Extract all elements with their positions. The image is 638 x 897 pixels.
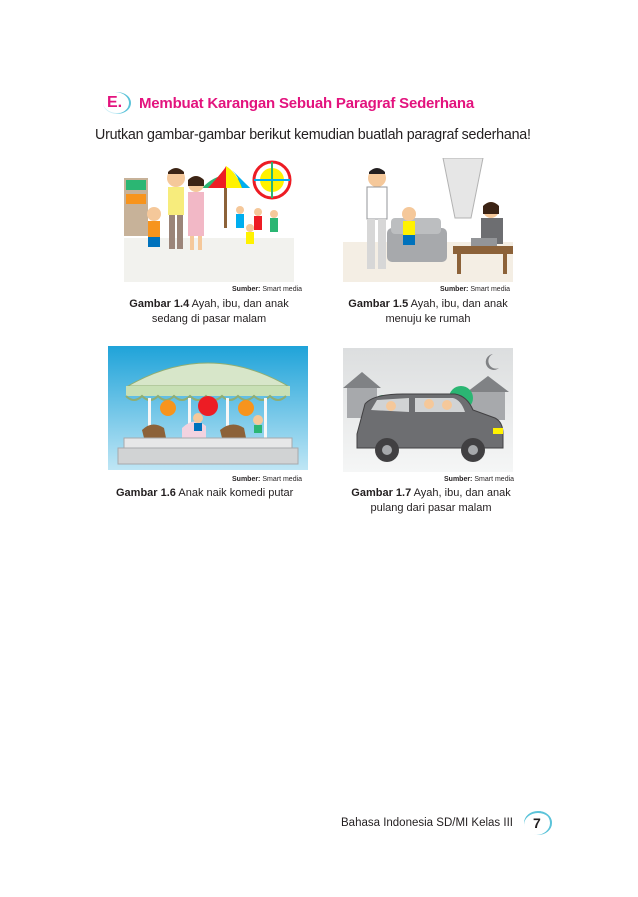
figure-1-7-caption: Gambar 1.7 Ayah, ibu, dan anak pulang dari pasar malam — [351, 487, 511, 514]
family-living-room-illustration — [343, 158, 513, 282]
night-market-family-illustration — [124, 158, 294, 282]
section-title: Membuat Karangan Sebuah Paragraf Sederhana — [139, 95, 475, 112]
figure-1-6-source: Sumber: Smart media — [232, 476, 303, 483]
figure-1-5-source: Sumber: Smart media — [440, 286, 511, 293]
figure-1-6-image — [108, 346, 308, 470]
figure-1-5-caption: Gambar 1.5 Ayah, ibu, dan anak menuju ke rumah — [348, 298, 508, 325]
figure-1-7-image — [343, 348, 513, 472]
section-badge — [103, 92, 131, 114]
figure-1-6-caption: Gambar 1.6 Anak naik komedi putar — [116, 487, 294, 499]
page-number: 7 — [533, 815, 541, 831]
section-letter: E. — [107, 94, 123, 111]
figure-1-5-image — [343, 158, 513, 282]
carousel-illustration — [108, 346, 308, 470]
figure-1-7-source: Sumber: Smart media — [444, 476, 515, 483]
instruction-text: Urutkan gambar-gambar berikut kemudian buatlah paragraf sederhana! — [95, 127, 531, 143]
figure-1-4-image — [124, 158, 294, 282]
footer-book-title: Bahasa Indonesia SD/MI Kelas III — [341, 817, 513, 829]
figure-1-4-source: Sumber: Smart media — [232, 286, 303, 293]
figure-1-4-caption: Gambar 1.4 Ayah, ibu, dan anak sedang di pasar malam — [129, 298, 289, 325]
family-car-night-illustration — [343, 348, 513, 472]
page-number-badge — [524, 811, 552, 835]
